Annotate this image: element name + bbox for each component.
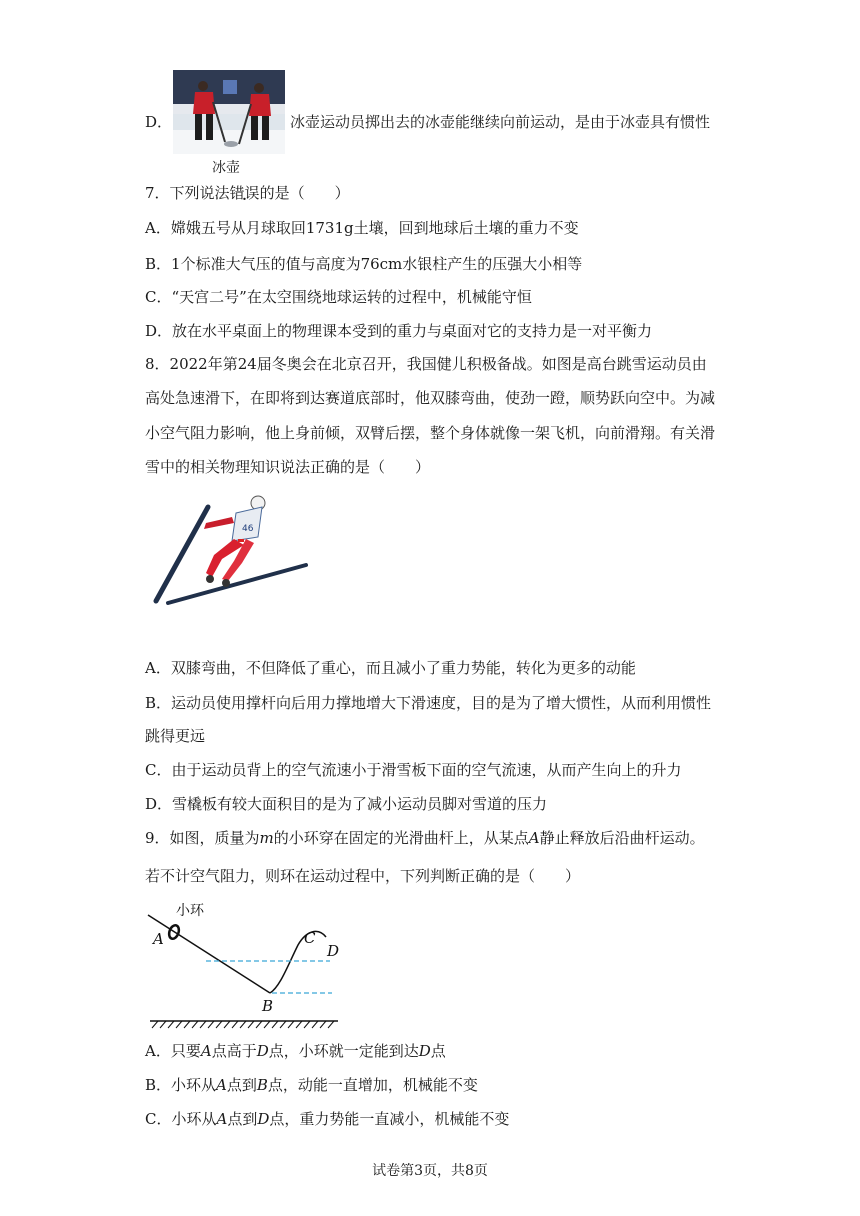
label-D: D <box>327 942 340 960</box>
q7-emphasis: 错误 <box>229 184 260 202</box>
ring-rod-diagram <box>140 895 350 1035</box>
q9-option-c: C．小环从A点到D点，重力势能一直减小，机械能不变 <box>145 1110 510 1128</box>
q7-option-b: B．1个标准大气压的值与高度为76cm水银柱产生的压强大小相等 <box>145 255 583 273</box>
q7-option-d: D．放在水平桌面上的物理课本受到的重力与桌面对它的支持力是一对平衡力 <box>145 322 653 340</box>
q6-option-d <box>145 112 172 132</box>
q8-option-a: A．双膝弯曲，不但降低了重心，而且减小了重力势能，转化为更多的动能 <box>145 659 636 677</box>
q8-option-b-cont: 跳得更远 <box>145 727 206 745</box>
label-A: A <box>153 930 164 948</box>
q9-option-b: B．小环从A点到B点，动能一直增加，机械能不变 <box>145 1076 478 1094</box>
ski-jumper-photo <box>150 493 310 608</box>
q6-option-d-text: 冰壶运动员掷出去的冰壶能继续向前运动，是由于冰壶具有惯性 <box>290 113 711 131</box>
label-B: B <box>262 997 274 1015</box>
q9-stem-line-1: 9．如图，质量为m的小环穿在固定的光滑曲杆上，从某点A静止释放后沿曲杆运动。 <box>145 829 705 847</box>
q9-stem-line-2: 若不计空气阻力，则环在运动过程中，下列判断正确的是（ ） <box>145 867 581 885</box>
curling-photo <box>173 70 285 154</box>
q7-option-c: C．“天宫二号”在太空围绕地球运转的过程中，机械能守恒 <box>145 288 532 306</box>
label-ring: 小环 <box>176 903 204 919</box>
page-footer: 试卷第3页，共8页 <box>372 1163 488 1179</box>
q6-option-d-letter: D． <box>145 113 173 131</box>
curling-caption: 冰壶 <box>212 160 240 176</box>
q8-option-d: D．雪橇板有较大面积目的是为了减小运动员脚对雪道的压力 <box>145 795 548 813</box>
q7-stem: 7．下列说法错误的是（ ） <box>145 184 350 202</box>
svg-text:46: 46 <box>242 524 254 534</box>
q8-option-c: C．由于运动员背上的空气流速小于滑雪板下面的空气流速，从而产生向上的升力 <box>145 761 682 779</box>
q8-stem-line-4: 雪中的相关物理知识说法正确的是（ ） <box>145 458 431 476</box>
q8-stem-line-2: 高处急速滑下，在即将到达赛道底部时，他双膝弯曲，使劲一蹬，顺势跃向空中。为减 <box>145 389 716 407</box>
q8-stem-line-3: 小空气阻力影响，他上身前倾，双臂后摆，整个身体就像一架飞机，向前滑翔。有关滑 <box>145 424 716 442</box>
q8-stem-line-1: 8．2022年第24届冬奥会在北京召开，我国健儿积极备战。如图是高台跳雪运动员由 <box>145 355 707 373</box>
q7-option-a: A．嫦娥五号从月球取回1731g土壤，回到地球后土壤的重力不变 <box>145 219 579 237</box>
q9-option-a: A．只要A点高于D点，小环就一定能到达D点 <box>145 1042 446 1060</box>
label-C: C <box>304 929 316 947</box>
q8-option-b: B．运动员使用撑杆向后用力撑地增大下滑速度，目的是为了增大惯性，从而利用惯性 <box>145 694 712 712</box>
